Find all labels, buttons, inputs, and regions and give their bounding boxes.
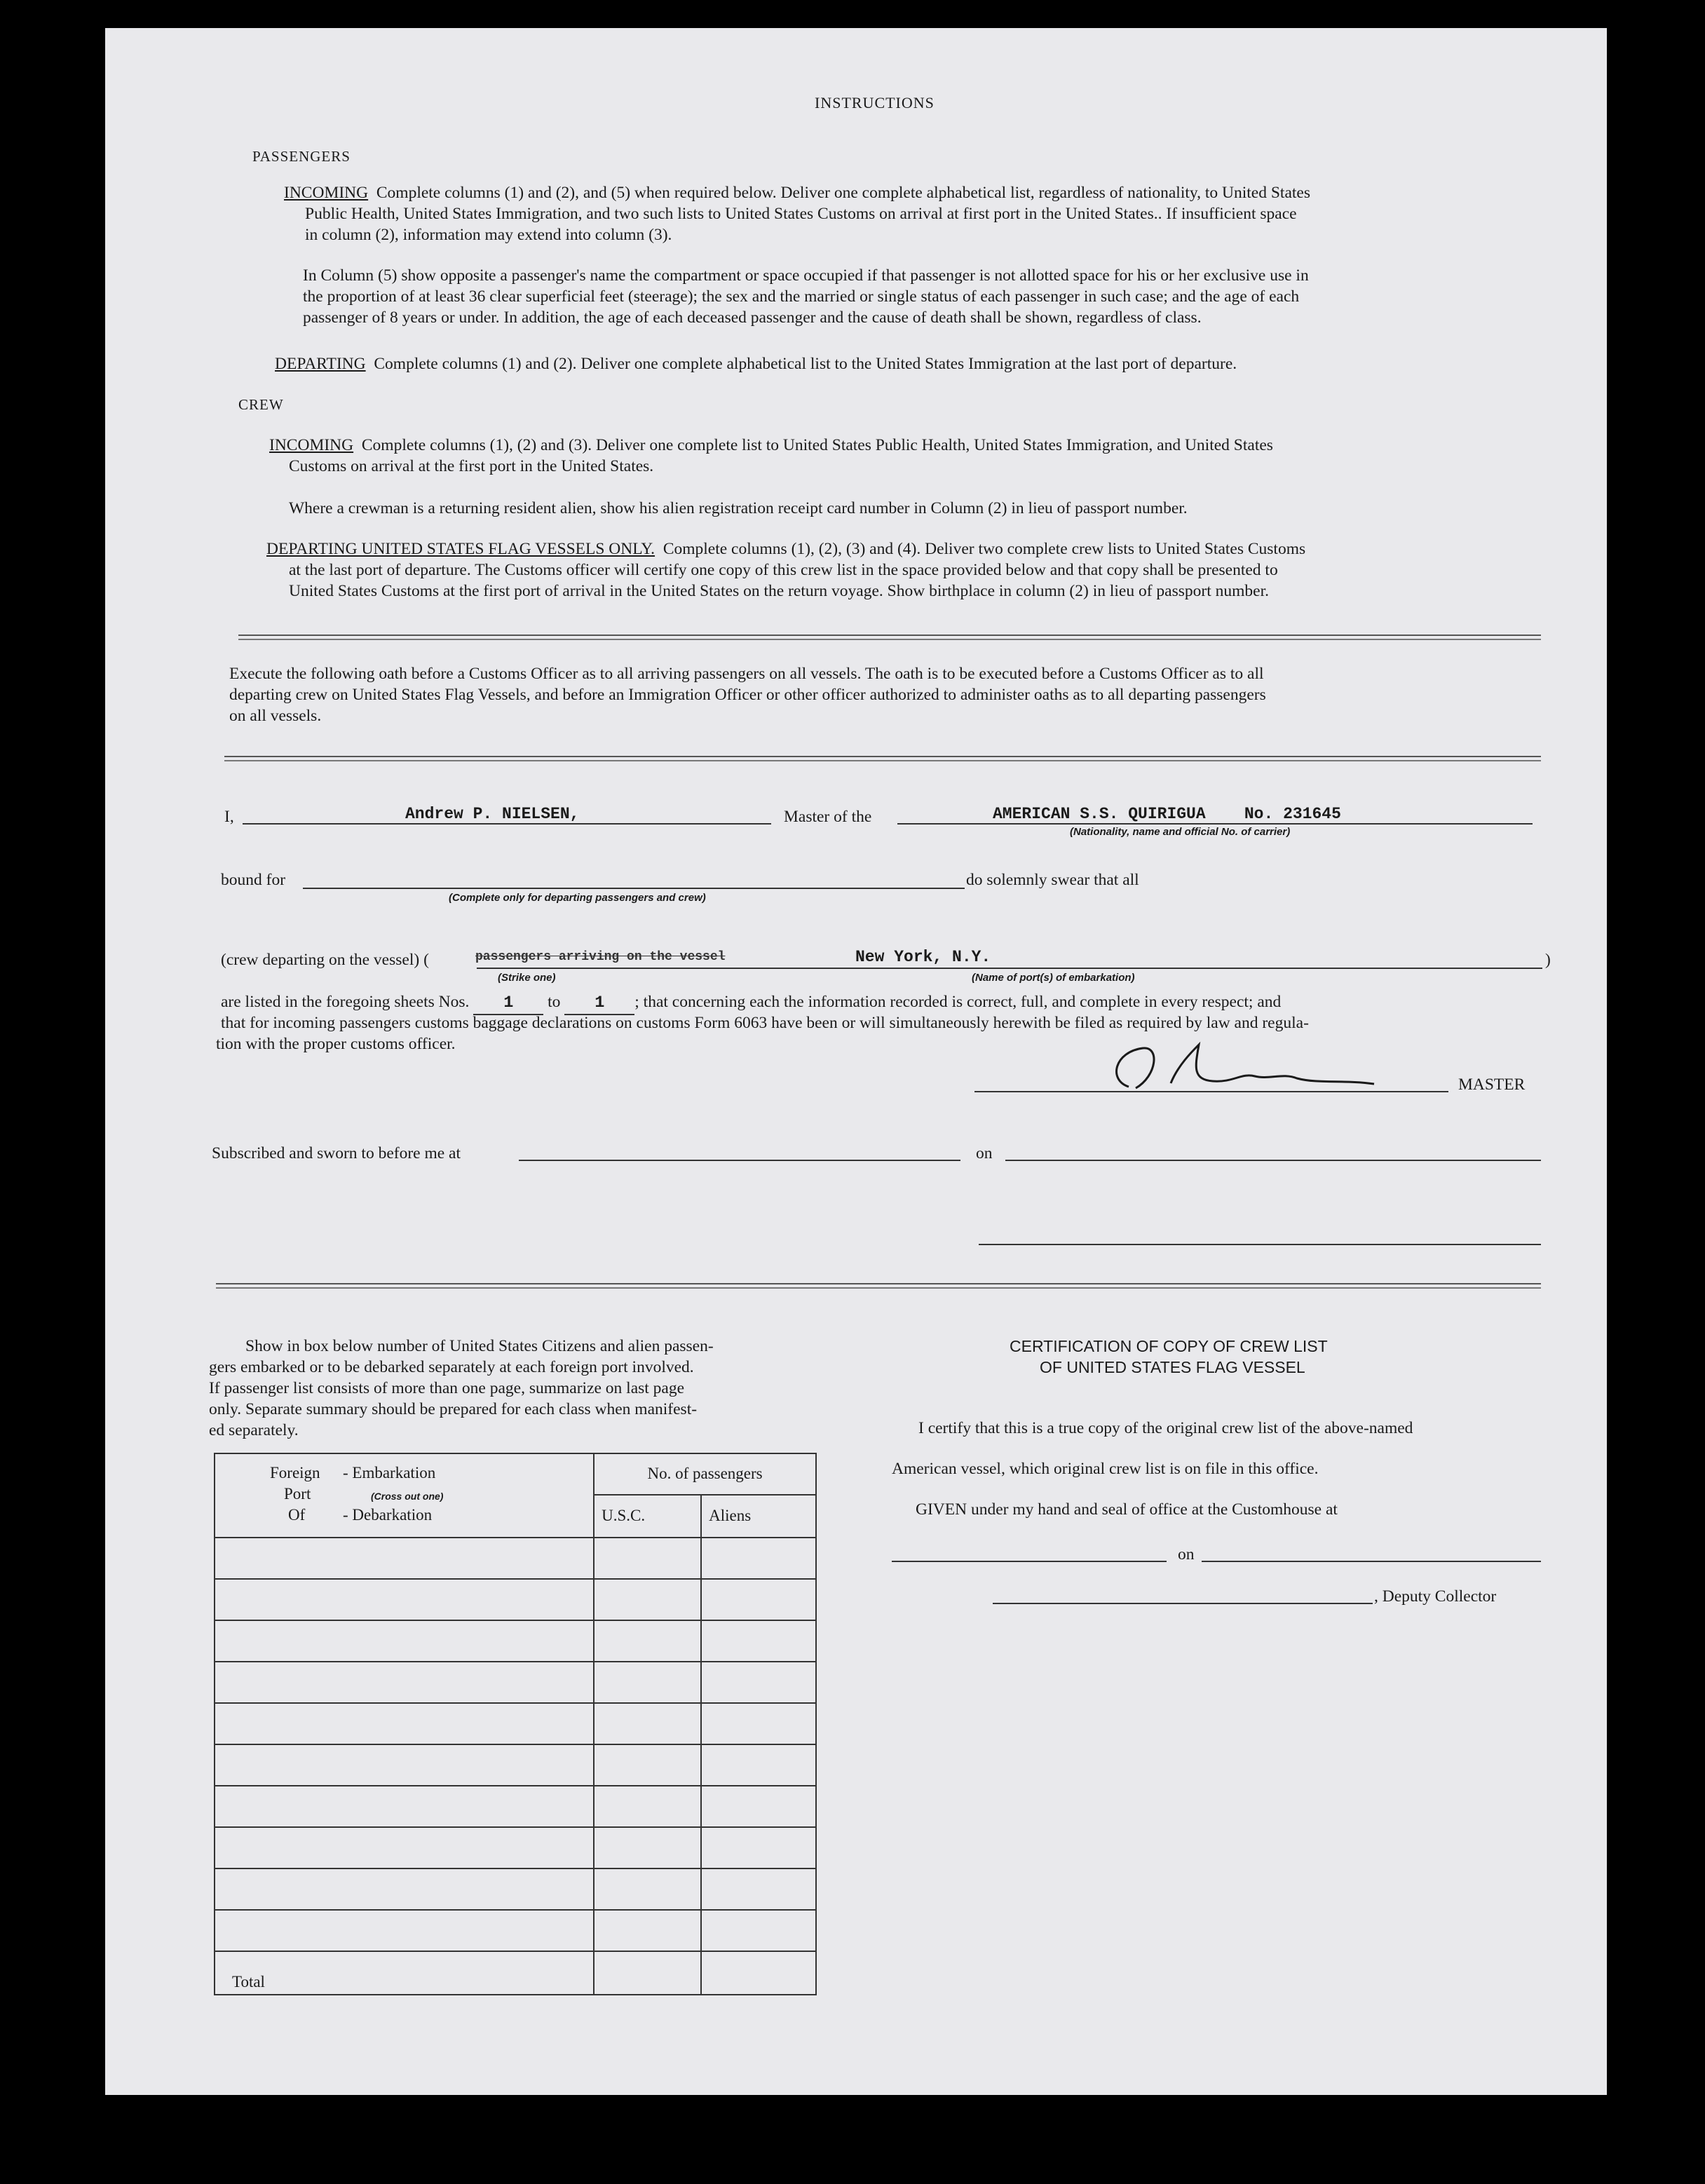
crew-departing-line1: DEPARTING UNITED STATES FLAG VESSELS ONLY. Complete columns (1), (2), (3) and (4). Deliver two complete crew lists to United States Customs: [266, 540, 1306, 558]
column5-line1: In Column (5) show opposite a passenger's name the compartment or space occupied if that passenger is not allotted space for his or her exclusive use in: [303, 266, 1309, 285]
vessel-name: AMERICAN S.S. QUIRIGUA No. 231645: [993, 805, 1341, 823]
customhouse-line: [892, 1561, 1167, 1562]
struck-text: passengers arriving on the vessel: [475, 950, 726, 964]
oath-i-label: I,: [224, 808, 234, 826]
passenger-summary-table: [214, 1453, 817, 1995]
certification-line1: I certify that this is a true copy of the original crew list of the above-named: [918, 1419, 1413, 1437]
crew-departing-label: DEPARTING UNITED STATES FLAG VESSELS ONLY.: [266, 540, 655, 558]
port-line: [477, 968, 1542, 969]
strike-caption: (Strike one): [498, 972, 556, 984]
total-row: [215, 1951, 816, 1995]
bound-caption: (Complete only for departing passengers and crew): [449, 892, 706, 904]
passengers-incoming-line3: in column (2), information may extend into column (3).: [305, 226, 672, 244]
usc-header: U.S.C.: [594, 1495, 701, 1538]
table-row: [215, 1538, 816, 1579]
certification-line3: GIVEN under my hand and seal of office at the Customhouse at: [916, 1500, 1338, 1519]
certification-title-line1: CERTIFICATION OF COPY OF CREW LIST: [1010, 1337, 1328, 1355]
master-signature: [1094, 1038, 1388, 1101]
master-label: MASTER: [1458, 1076, 1526, 1094]
summary-intro-line4: only. Separate summary should be prepared for each class when manifest-: [209, 1400, 698, 1418]
passengers-departing: DEPARTING Complete columns (1) and (2). Deliver one complete alphabetical list to the United States Immigration at the last port of departure.: [275, 355, 1237, 373]
passengers-departing-label: DEPARTING: [275, 355, 366, 373]
table-row: [215, 1662, 816, 1703]
port-caption: (Name of port(s) of embarkation): [972, 972, 1135, 984]
crew-incoming-line1: INCOMING Complete columns (1), (2) and (3). Deliver one complete list to United States Public Health, United States Immigration, and United States: [269, 436, 1273, 454]
subscribed-on-label: on: [976, 1144, 993, 1162]
crew-resident-alien: Where a crewman is a returning resident alien, show his alien registration receipt card number in Column (2) in lieu of passport number.: [289, 499, 1188, 517]
certification-date-line: [1202, 1561, 1541, 1562]
document-page: [105, 28, 1607, 2095]
swear-text: do solemnly swear that all: [966, 871, 1139, 889]
crew-heading: CREW: [238, 396, 284, 413]
close-paren: ): [1545, 951, 1551, 969]
vessel-caption: (Nationality, name and official No. of carrier): [1070, 826, 1291, 838]
no-passengers-header: No. of passengers: [594, 1453, 816, 1495]
table-row: [215, 1620, 816, 1662]
certification-on-label: on: [1178, 1545, 1195, 1564]
divider: [224, 756, 1541, 761]
passengers-incoming-label: INCOMING: [284, 184, 369, 202]
oath-line3: tion with the proper customs officer.: [216, 1035, 456, 1053]
oath-intro-line3: on all vessels.: [229, 707, 322, 725]
certification-title-line2: OF UNITED STATES FLAG VESSEL: [1040, 1358, 1305, 1376]
table-row: [215, 1744, 816, 1786]
crew-departing-line3: United States Customs at the first port of arrival in the United States on the return voyage. Show birthplace in column (2) in lieu of passport number.: [289, 582, 1269, 600]
table-row: [215, 1579, 816, 1620]
table-row: [215, 1827, 816, 1868]
master-name: Andrew P. NIELSEN,: [405, 805, 580, 823]
crew-departing-line2: at the last port of departure. The Customs officer will certify one copy of this crew list in the space provided below and that copy shall be presented to: [289, 561, 1278, 579]
divider: [238, 635, 1541, 640]
subscribed-date-line: [1005, 1160, 1541, 1161]
bound-for-line: [303, 888, 965, 889]
summary-intro-line5: ed separately.: [209, 1421, 299, 1439]
subscribed-place-line: [519, 1160, 960, 1161]
passengers-heading: PASSENGERS: [252, 148, 351, 165]
aliens-header: Aliens: [701, 1495, 816, 1538]
sheets-line: are listed in the foregoing sheets Nos. 1 to 1 ; that concerning each the information recorded is correct, full, and complete in every respect; and: [221, 991, 1281, 1015]
master-of-label: Master of the: [784, 808, 872, 826]
summary-intro-line1: Show in box below number of United States Citizens and alien passen-: [245, 1337, 714, 1355]
table-row: [215, 1910, 816, 1951]
table-row: [215, 1703, 816, 1744]
table-row: [215, 1868, 816, 1910]
oath-intro-line2: departing crew on United States Flag Vessels, and before an Immigration Officer or other officer authorized to administer oaths as to all departing passengers: [229, 686, 1266, 704]
table-row: [215, 1786, 816, 1827]
instructions-title: INSTRUCTIONS: [815, 94, 935, 111]
crew-incoming-label: INCOMING: [269, 436, 354, 454]
certification-line2: American vessel, which original crew list is on file in this office.: [892, 1460, 1319, 1478]
bound-for-label: bound for: [221, 871, 286, 889]
master-name-line: [243, 823, 771, 825]
total-label: Total: [215, 1951, 594, 1995]
deputy-collector-label: , Deputy Collector: [1374, 1587, 1497, 1606]
summary-intro-line3: If passenger list consists of more than one page, summarize on last page: [209, 1379, 685, 1397]
passengers-incoming-line2: Public Health, United States Immigration, and two such lists to United States Customs on arrival at first port in the United States.. If insufficient space: [305, 205, 1297, 223]
crew-departing-label: (crew departing on the vessel) (: [221, 951, 429, 969]
vessel-line: [897, 823, 1533, 825]
summary-intro-line2: gers embarked or to be debarked separately at each foreign port involved.: [209, 1358, 694, 1376]
oath-line2: that for incoming passengers customs baggage declarations on customs Form 6063 have been or will simultaneously herewith be filed as required by law and regula-: [221, 1014, 1309, 1032]
deputy-collector-line: [993, 1603, 1373, 1604]
divider: [216, 1283, 1541, 1289]
column5-line2: the proportion of at least 36 clear superficial feet (steerage); the sex and the married or single status of each passenger in such case; and the age of each: [303, 287, 1300, 306]
port-header-cell: Foreign - Embarkation Port (Cross out one) Of - Debarkation: [215, 1453, 594, 1538]
sheet-from: 1: [473, 993, 543, 1015]
crew-incoming-line2: Customs on arrival at the first port in the United States.: [289, 457, 654, 475]
oath-intro-line1: Execute the following oath before a Customs Officer as to all arriving passengers on all vessels. The oath is to be executed before a Customs Officer as to all: [229, 665, 1264, 683]
sheet-to: 1: [564, 993, 634, 1015]
officer-signature-line: [979, 1244, 1541, 1245]
subscribed-label: Subscribed and sworn to before me at: [212, 1144, 461, 1162]
passengers-incoming-line1: INCOMING Complete columns (1) and (2), and (5) when required below. Deliver one complete alphabetical list, regardless of nationality, to United States: [284, 184, 1310, 202]
column5-line3: passenger of 8 years or under. In addition, the age of each deceased passenger and the cause of death shall be shown, regardless of class.: [303, 308, 1202, 327]
port-value: New York, N.Y.: [855, 948, 991, 966]
